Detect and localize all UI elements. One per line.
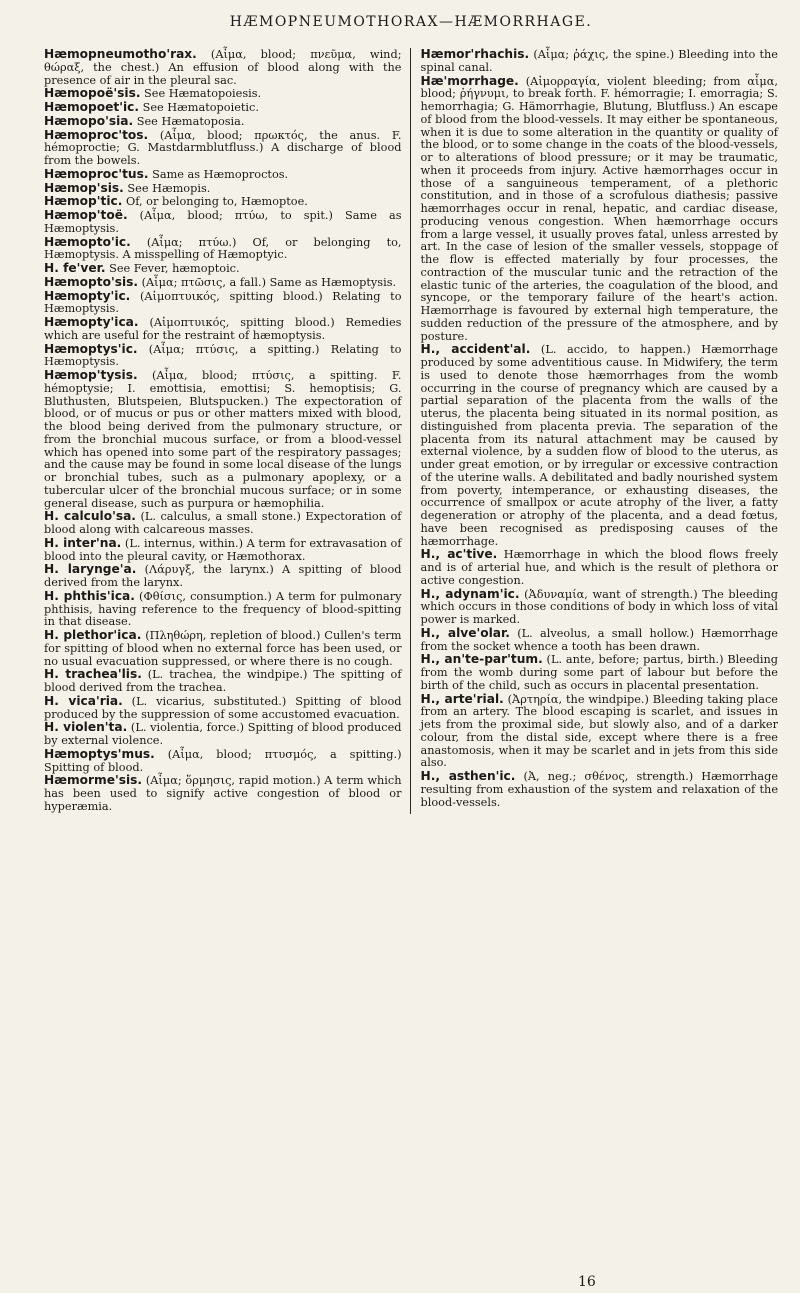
entry-headword: Hæmopoë'sis. (44, 86, 141, 101)
dictionary-entry (44, 721, 402, 748)
entry-headword: Hæmoptys'mus. (44, 746, 155, 761)
dictionary-entry (44, 101, 402, 115)
dictionary-entry (421, 693, 779, 771)
entry-definition: See Hæmopis. (123, 181, 211, 195)
dictionary-entry (421, 48, 779, 75)
entry-headword: Hæmopneumotho'rax. (44, 47, 197, 61)
entry-definition: See Fever, hæmoptoic. (105, 262, 240, 275)
entry-headword: H., ac'tive. (420, 547, 498, 562)
dictionary-entry (44, 209, 402, 236)
entry-definition: (Αἱμοπτυικός, spitting blood.) Remedies which are useful for the restraint of hæmoptysis. (44, 316, 402, 342)
dictionary-entry (44, 87, 402, 101)
entry-headword: Hæmopo'sia. (44, 113, 134, 128)
entry-definition: (Αἷμα; ῥάχις, the spine.) Bleeding into the spinal canal. (420, 48, 778, 74)
entry-headword: Hæmop'sis. (44, 180, 124, 195)
entry-definition: (Ἀρτηρία, the windpipe.) Bleeding taking place from an artery. The blood escaping is scarlet, and issues in jets from the proximal side, but slowly also, and of a darker colour, from the distal side, except where there is a free anastomosis, when it may be scarlet and in jets from this side also. (420, 692, 778, 770)
entry-definition: (Αἷμα, blood; πτύω, to spit.) Same as Hæmoptysis. (44, 209, 402, 235)
dictionary-entry (44, 168, 402, 182)
entry-definition: (Αἷμα; πτύσις, a spitting.) Relating to Hæmoptysis. (44, 342, 402, 369)
entry-definition: See Hæmatopoiesis. (140, 87, 262, 101)
entry-headword: H., accident'al. (420, 342, 531, 357)
entry-definition: (Αἷμα, blood; πτύσις, a spitting. F. hémoptysie; I. emottisia, emottisi; S. hemoptisis; G. Bluthusten, Blutspeien, Blutspucken.) The expectoration of blood, or of mucus or pus or other matters mixed with blood, the blood being derived from the pulmonary structure, or from the bronchial mucous surface, or from a blood-vessel which has opened into some part of the respiratory passages; and the cause may be found in some local disease of the lungs or bronchial tubes, such as a pulmonary apoplexy, or a tubercular ulcer of the bronchial mucous surface; or in some general disease, such as purpura or hæmophilia. (44, 369, 402, 510)
dictionary-entry (44, 748, 402, 775)
dictionary-entry (421, 343, 779, 548)
entry-headword: H. trachea'lis. (44, 667, 142, 682)
entry-headword: Hæmoproc'tos. (44, 127, 149, 142)
entry-headword: H., adynam'ic. (420, 586, 520, 601)
dictionary-entry (421, 627, 779, 654)
entry-headword: H., asthen'ic. (420, 769, 516, 783)
entry-definition: See Hæmatoposia. (133, 114, 245, 128)
entry-headword: Hæmop'tic. (44, 194, 123, 209)
dictionary-entry (44, 537, 402, 564)
dictionary-entry (44, 262, 402, 276)
entry-definition: (Αἷμα, blood; πρωκτός, the anus. F. hémoproctie; G. Mastdarmblutfluss.) A discharge of blood from the bowels. (44, 128, 402, 167)
entry-headword: Hæmor'rhachis. (420, 47, 530, 61)
entry-headword: H., arte'rial. (420, 691, 504, 706)
dictionary-entry (421, 75, 779, 344)
dictionary-entry (44, 195, 402, 209)
dictionary-entry (44, 369, 402, 510)
dictionary-entry (44, 343, 402, 370)
entry-definition: (Αἷμα; πτῶσις, a fall.) Same as Hæmoptysis. (138, 275, 397, 289)
entry-headword: H. violen'ta. (44, 720, 128, 735)
entry-definition: Hæmorrhage in which the blood flows freely and is of arterial hue, and which is the result of plethora or active congestion. (420, 548, 778, 587)
dictionary-entry (44, 668, 402, 695)
running-head: HÆMOPNEUMOTHORAX—HÆMORRHAGE. (229, 14, 593, 30)
dictionary-entry (44, 129, 402, 168)
entry-definition: (Αἷμα, blood; πτυσμός, a spitting.) Spitting of blood. (44, 747, 402, 774)
dictionary-entry (44, 115, 402, 129)
entry-headword: H. phthis'ica. (44, 588, 135, 603)
dictionary-entry (421, 548, 779, 587)
dictionary-entry (44, 316, 402, 343)
entry-headword: Hæ'morrhage. (420, 73, 519, 88)
entry-headword: Hæmop'toë. (44, 208, 128, 222)
dictionary-entry (421, 770, 779, 809)
entry-headword: H. inter'na. (44, 535, 122, 550)
entry-headword: Hæmop'tysis. (44, 368, 138, 382)
entry-definition: (L. vicarius, substituted.) Spitting of blood produced by the suppression of some accustomed evacuation. (44, 694, 402, 721)
entry-definition: (L. internus, within.) A term for extravasation of blood into the pleural cavity, or Hæmothorax. (44, 536, 402, 563)
dictionary-entry (421, 588, 779, 627)
entry-definition: (Ἀ, neg.; σθένος, strength.) Hæmorrhage resulting from exhaustion of the system and relaxation of the blood-vessels. (420, 770, 778, 809)
entry-headword: Hæmopto'ic. (44, 234, 131, 249)
entry-headword: Hæmopty'ic. (44, 288, 131, 303)
entry-definition: (L. violentia, force.) Spitting of blood produced by external violence. (44, 721, 402, 747)
entry-definition: (L. ante, before; partus, birth.) Bleeding from the womb during some part of labour but before the birth of the child, such as occurs in placental presentation. (420, 653, 778, 692)
entry-definition: (L. alveolus, a small hollow.) Hæmorrhage from the socket whence a tooth has been drawn. (420, 626, 778, 653)
entry-headword: Hæmopty'ica. (44, 315, 139, 329)
entry-definition: (L. calculus, a small stone.) Expectoration of blood along with calcareous masses. (44, 510, 402, 536)
entry-definition: (Αἷμα, blood; πνεῦμα, wind; θώραξ, the chest.) An effusion of blood along with the presence of air in the pleural sac. (44, 48, 402, 87)
entry-definition: Same as Hæmoproctos. (148, 167, 289, 181)
entry-headword: Hæmoptys'ic. (44, 341, 138, 356)
entry-definition: (Αἷμα; ὅρμησις, rapid motion.) A term which has been used to signify active congestion of blood or hyperæmia. (44, 774, 402, 813)
entry-headword: Hæmorme'sis. (44, 773, 143, 788)
entry-headword: H. vica'ria. (44, 693, 123, 708)
entry-headword: H. fe'ver. (44, 261, 106, 275)
entry-headword: H. plethor'ica. (44, 628, 142, 642)
dictionary-entry (44, 563, 402, 590)
entry-headword: H., alve'olar. (420, 625, 510, 640)
entry-headword: H. larynge'a. (44, 562, 137, 577)
entry-headword: H. calculo'sa. (44, 509, 136, 524)
dictionary-entry (44, 695, 402, 722)
entry-headword: Hæmopoet'ic. (44, 100, 139, 114)
dictionary-entry (421, 653, 779, 692)
dictionary-entry (44, 290, 402, 317)
entry-definition: (Πληθώρη, repletion of blood.) Cullen's term for spitting of blood when no external force has been used, or no usual evacuation suppressed, or where there is no cough. (44, 629, 402, 668)
page-number: 16 (578, 1274, 596, 1290)
entry-definition: (Φθίσις, consumption.) A term for pulmonary phthisis, having reference to the frequency of blood-spitting in that disease. (44, 589, 402, 629)
dictionary-entry (44, 276, 402, 290)
columns (44, 48, 778, 814)
dictionary-entry (44, 510, 402, 537)
dictionary-entry (44, 236, 402, 263)
entry-definition: (Αἱμορραγία, violent bleeding; from αἷμα, blood; ῥήγνυμι, to break forth. F. hémorragie; I. emorragia; S. hemorrhagia; G. Hämorrhagie, Blutung, Blutfluss.) An escape of blood from the blood-vessels. It may either be spontaneous, when it is due to some alteration in the quantity or quality of the blood, or to some change in the coats of the blood-vessels, or to alterations of blood pressure; or it may be traumatic, when it proceeds from injury. Active hæmorrhages occur in those of a sanguineous temperament, of a plethoric constitution, and in those of a scrofulous diathesis; passive hæmorrhages occur in renal, hepatic, and cardiac disease, producing venous congestion. When hæmorrhage occurs from a large vessel, it usually proves fatal, unless arrested by art. In the case of lesion of the smaller vessels, stoppage of the flow is effected materially by four processes, the contraction of the muscular tunic and the retraction of the elastic tunic of the arteries, the coagulation of the blood, and syncope, or the temporary failure of the heart's action. Hæmorrhage is favoured by external high temperature, the sudden reduction of the pressure of the atmosphere, and by posture. (420, 74, 778, 343)
entry-definition: (Αἱμοπτυικός, spitting blood.) Relating to Hæmoptysis. (44, 289, 402, 316)
right-column (411, 48, 779, 814)
dictionary-entry (44, 182, 402, 196)
entry-definition: See Hæmatopoietic. (139, 101, 259, 114)
entry-headword: Hæmoproc'tus. (44, 166, 149, 181)
entry-headword: H., an'te-par'tum. (420, 652, 543, 667)
entry-definition: (Αἷμα; πτύω.) Of, or belonging to, Hæmoptysis. A misspelling of Hæmoptyic. (44, 235, 402, 262)
dictionary-entry (44, 48, 402, 87)
dictionary-entry (44, 590, 402, 629)
dictionary-entry (44, 774, 402, 813)
left-column (44, 48, 411, 814)
entry-definition: (L. trachea, the windpipe.) The spitting of blood derived from the trachea. (44, 668, 402, 694)
entry-definition: (Λάρυγξ, the larynx.) A spitting of blood derived from the larynx. (44, 563, 402, 589)
dictionary-entry (44, 629, 402, 668)
entry-definition: (L. accido, to happen.) Hæmorrhage produced by some adventitious cause. In Midwifery, the term is used to denote those hæmorrhages from the womb occurring in the course of pregnancy which are caused by a partial separation of the placenta from the walls of the uterus, the placenta being situated in its normal position, as distinguished from placenta previa. The separation of the placenta from its natural attachment may be caused by external violence, by a sudden flow of blood to the uterus, as under great emotion, or by irregular or excessive contraction of the uterine walls. A debilitated and badly nourished system from poverty, intemperance, or exhausting diseases, the occurrence of smallpox or acute atrophy of the liver, a fatty degeneration or atrophy of the placenta, and a dead fœtus, have been recognised as predisposing causes of the hæmorrhage. (420, 343, 778, 548)
entry-headword: Hæmopto'sis. (44, 274, 139, 289)
entry-definition: Of, or belonging to, Hæmoptoe. (122, 195, 308, 209)
entry-definition: (Ἀδυναμία, want of strength.) The bleeding which occurs in those conditions of body in which loss of vital power is marked. (420, 587, 778, 626)
